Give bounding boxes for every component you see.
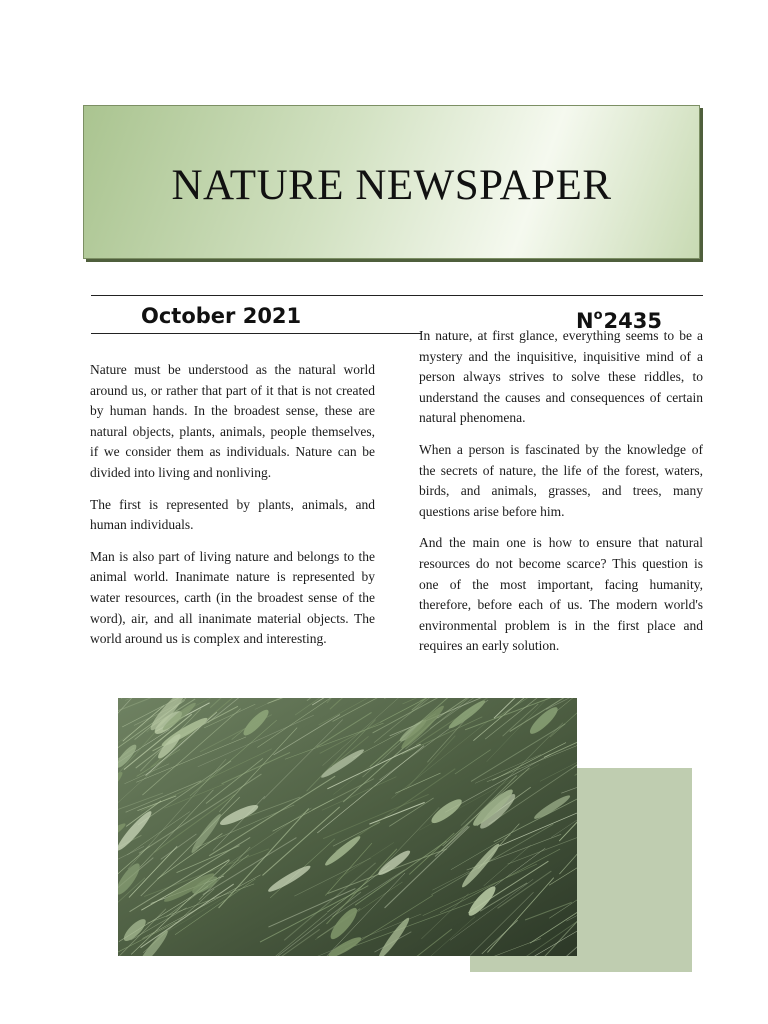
right-article-column — [419, 326, 703, 668]
article-paragraph: The first is represented by plants, animals, and human individuals. — [90, 496, 375, 533]
article-paragraph: When a person is fascinated by the knowledge of the secrets of nature, the life of the forest, waters, birds, and animals, grasses, and trees, many questions arise before him. — [419, 441, 703, 519]
wheat-field-photo — [118, 698, 577, 956]
issue-date: October 2021 — [141, 304, 302, 328]
article-paragraph: And the main one is how to ensure that natural resources do not become scarce? This question is one of the most important, facing humanity, therefore, before each of us. The modern world's environmental problem is in the first place and requires an early solution. — [419, 535, 703, 654]
wheat-illustration — [118, 698, 577, 956]
issue-number: 2435 — [603, 309, 662, 333]
bottom-rule — [91, 333, 421, 334]
article-paragraph: Man is also part of living nature and belongs to the animal world. Inanimate nature is represented by water resources, carth (in the broadest sense of the word), air, and all inanimate material objects. The world around us is complex and interesting. — [90, 548, 375, 647]
article-paragraph: In nature, at first glance, everything seems to be a mystery and the inquisitive, inquisitive mind of a person always strives to solve these riddles, to understand the causes and consequences of certain natural phenomena. — [419, 328, 703, 426]
issue-sup: o — [593, 308, 603, 323]
masthead-banner — [83, 105, 700, 259]
top-rule — [91, 295, 703, 296]
issue-prefix: N — [576, 309, 594, 333]
article-paragraph: Nature must be understood as the natural world around us, or rather that part of it that is not created by human hands. In the broadest sense, these are natural objects, plants, animals, people themselves, if we consider them as individuals. Nature can be divided into living and nonliving. — [90, 362, 375, 480]
left-article-column — [90, 360, 375, 661]
newspaper-title: NATURE NEWSPAPER — [171, 161, 612, 209]
